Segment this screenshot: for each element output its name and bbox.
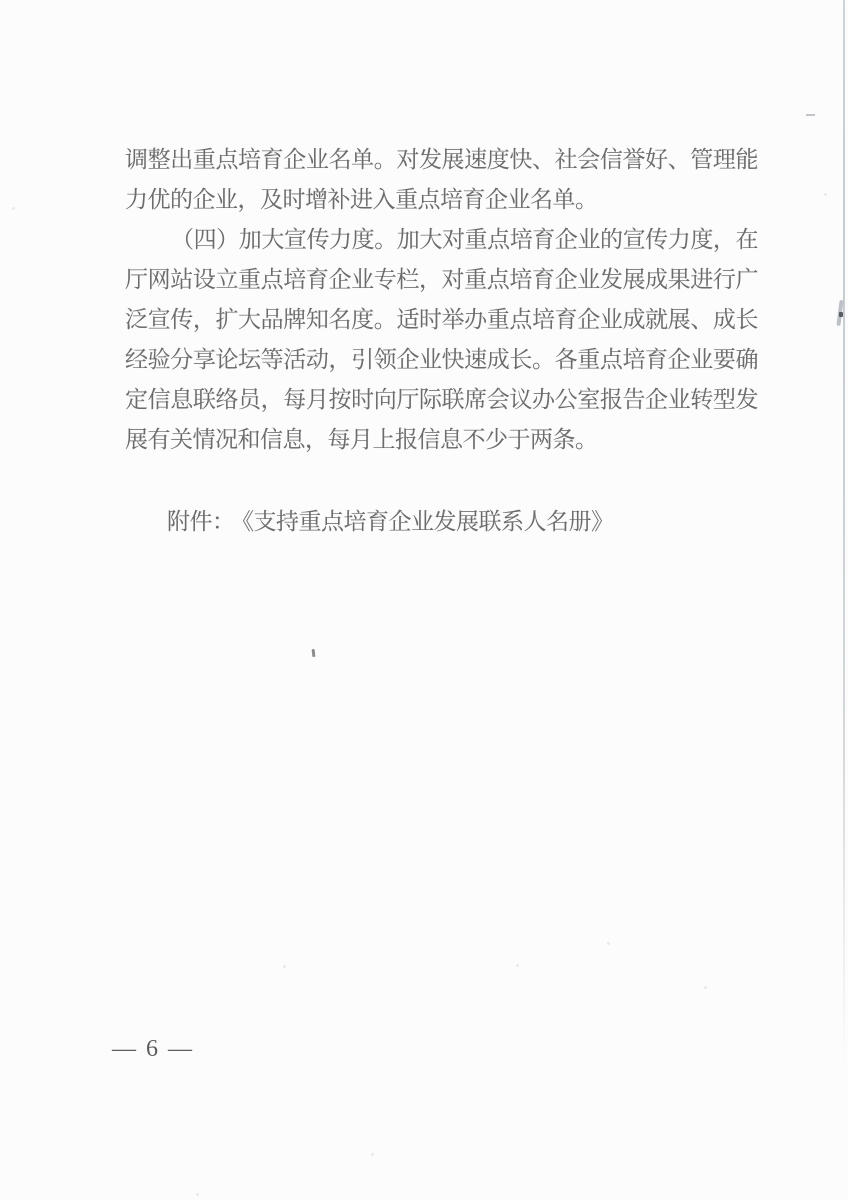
scan-noise-dot — [283, 965, 286, 968]
attachment-label: 附件： — [167, 509, 235, 534]
scan-noise-dot — [12, 207, 15, 210]
document-body — [125, 140, 758, 542]
body-line: 调整出重点培育企业名单。对发展速度快、社会信誉好、管理能 — [125, 147, 758, 172]
scan-artifact-ink-speck — [312, 649, 316, 657]
scan-noise-dot — [824, 193, 827, 196]
scan-artifact-right-edge-line — [843, 0, 845, 1070]
body-line-section-four: （四）加大宣传力度。加大对重点培育企业的宣传力度，在 — [171, 227, 758, 252]
body-line: 泛宣传，扩大品牌知名度。适时举办重点培育企业成就展、成长 — [125, 307, 758, 332]
body-line: 厅网站设立重点培育企业专栏，对重点培育企业发展成果进行广 — [125, 267, 758, 292]
attachment-line — [125, 502, 758, 542]
scan-noise-dot — [516, 964, 519, 967]
body-line: 力优的企业，及时增补进入重点培育企业名单。 — [125, 187, 598, 212]
body-line: 展有关情况和信息，每月上报信息不少于两条。 — [125, 427, 598, 452]
page-number: — 6 — — [112, 1036, 194, 1062]
scan-artifact-dash — [806, 114, 815, 116]
scan-noise-dot — [607, 942, 610, 945]
scan-noise-dot — [371, 1153, 374, 1156]
attachment-title: 《支持重点培育企业发展联系人名册》 — [242, 509, 614, 534]
body-line: 定信息联络员，每月按时向厅际联席会议办公室报告企业转型发 — [125, 387, 758, 412]
scan-noise-dot — [704, 986, 707, 989]
scan-artifact-edge-speck — [839, 312, 843, 317]
body-line: 经验分享论坛等活动，引领企业快速成长。各重点培育企业要确 — [125, 347, 758, 372]
scan-noise-dot — [196, 1193, 199, 1196]
